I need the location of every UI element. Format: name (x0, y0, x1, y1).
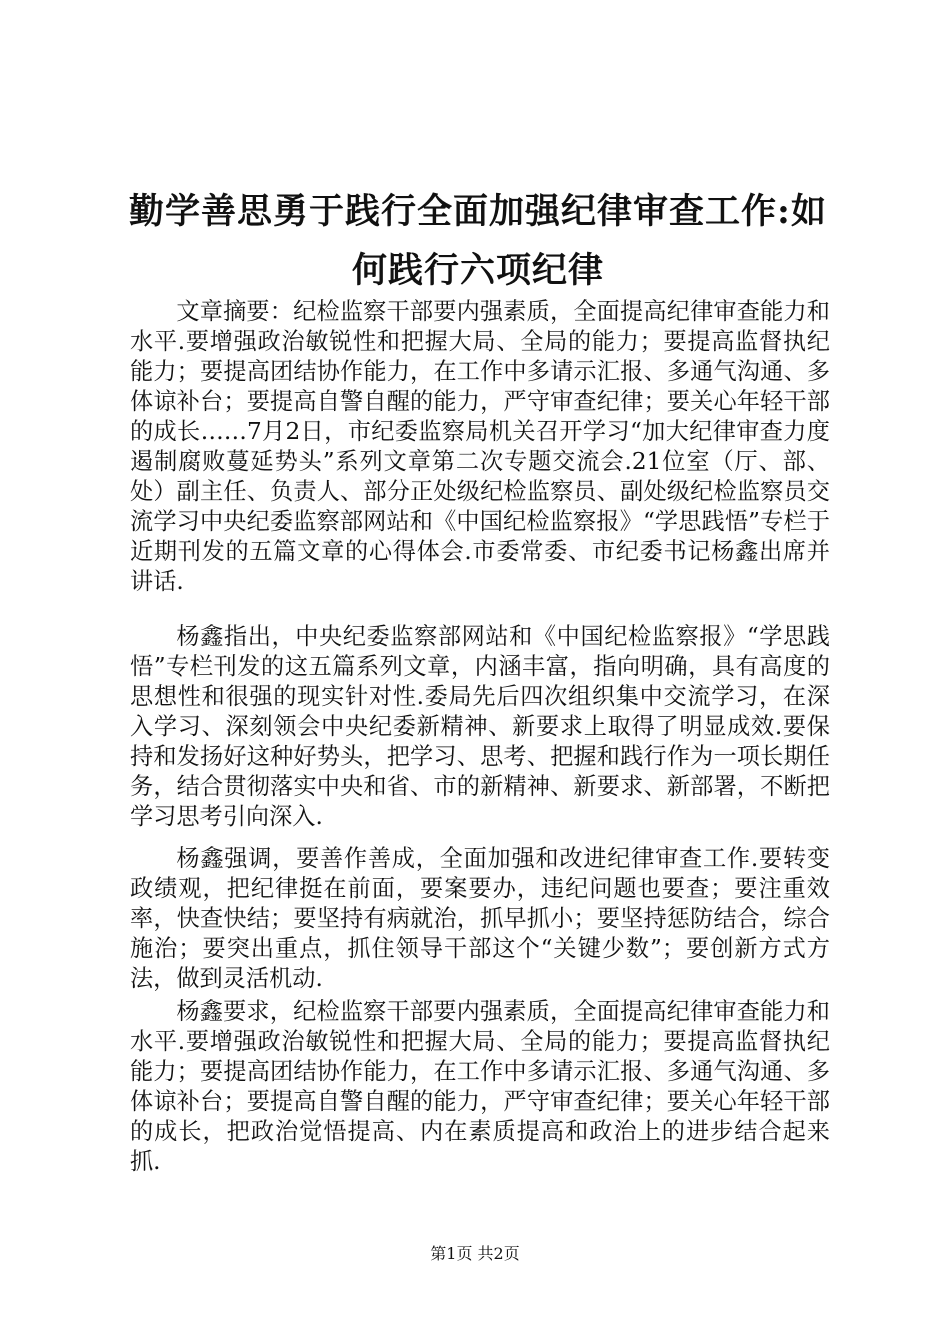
page-number-footer: 第1页 共2页 (430, 1244, 520, 1263)
document-title: 勤学善思勇于践行全面加强纪律审查工作:如何践行六项纪律 (129, 191, 827, 291)
paragraph-summary: 文章摘要：纪检监察干部要内强素质，全面提高纪律审查能力和水平.要增强政治敏锐性和把握大局、全局的能力；要提高监督执纪能力；要提高团结协作能力，在工作中多请示汇报、多通气沟通、多体谅补台；要提高自警自醒的能力，严守审查纪律；要关心年轻干部的成长……7月2日，市纪委监察局机关召开学习“加大纪律审查力度遏制腐败蔓延势头”系列文章第二次专题交流会.21位室（厅、部、处）副主任、负责人、部分正处级纪检监察员、副处级纪检监察员交流学习中央纪委监察部网站和《中国纪检监察报》“学思践悟”专栏于近期刊发的五篇文章的心得体会.市委常委、市纪委书记杨鑫出席并讲话. (130, 298, 830, 595)
paragraph-yangxin-emphasizes: 杨鑫强调，要善作善成，全面加强和改进纪律审查工作.要转变政绩观，把纪律挺在前面，要案要办，违纪问题也要查；要注重效率，快查快结；要坚持有病就治，抓早抓小；要坚持惩防结合，综合施治；要突出重点，抓住领导干部这个“关键少数”；要创新方式方法，做到灵活机动. (130, 845, 830, 992)
paragraph-yangxin-points-out: 杨鑫指出，中央纪委监察部网站和《中国纪检监察报》“学思践悟”专栏刊发的这五篇系列文章，内涵丰富，指向明确，具有高度的思想性和很强的现实针对性.委局先后四次组织集中交流学习，在深入学习、深刻领会中央纪委新精神、新要求上取得了明显成效.要保持和发扬好这种好势头，把学习、思考、把握和践行作为一项长期任务，结合贯彻落实中央和省、市的新精神、新要求、新部署，不断把学习思考引向深入. (130, 623, 830, 830)
paragraph-yangxin-requires: 杨鑫要求，纪检监察干部要内强素质，全面提高纪律审查能力和水平.要增强政治敏锐性和把握大局、全局的能力；要提高监督执纪能力；要提高团结协作能力，在工作中多请示汇报、多通气沟通、多体谅补台；要提高自警自醒的能力，严守审查纪律；要关心年轻干部的成长，把政治觉悟提高、内在素质提高和政治上的进步结合起来抓. (130, 998, 830, 1175)
